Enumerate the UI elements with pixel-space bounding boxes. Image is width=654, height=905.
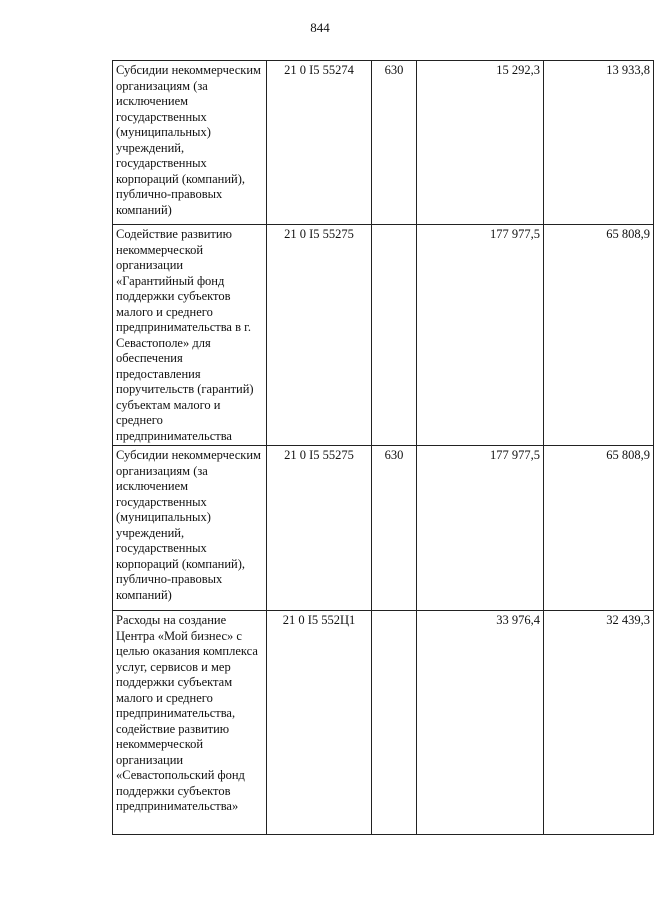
row-name-cell: Субсидии некоммерческим организациям (за исключением государственных (муниципальных) учреждений, государственных корпораций (компаний), публично-правовых компаний) [113, 61, 267, 225]
expense-type-cell [372, 611, 417, 835]
target-code-cell: 21 0 I5 55274 [267, 61, 372, 225]
amount-1-cell: 33 976,4 [417, 611, 544, 835]
target-code-cell: 21 0 I5 55275 [267, 446, 372, 611]
amount-2-cell: 65 808,9 [544, 446, 654, 611]
expense-type-cell: 630 [372, 446, 417, 611]
table-row [113, 611, 654, 835]
target-code-cell: 21 0 I5 552Ц1 [267, 611, 372, 835]
row-name-cell: Расходы на создание Центра «Мой бизнес» с целью оказания комплекса услуг, сервисов и мер поддержки субъектам малого и среднего предпринимательства, содействие развитию некоммерческой организации «Севастопольский фонд поддержки субъектов предпринимательства» [113, 611, 267, 835]
amount-2-cell: 13 933,8 [544, 61, 654, 225]
expense-type-cell [372, 225, 417, 446]
table-row [113, 446, 654, 611]
budget-table [112, 60, 654, 835]
expense-type-cell: 630 [372, 61, 417, 225]
amount-2-cell: 32 439,3 [544, 611, 654, 835]
target-code-cell: 21 0 I5 55275 [267, 225, 372, 446]
row-name-cell: Субсидии некоммерческим организациям (за исключением государственных (муниципальных) учреждений, государственных корпораций (компаний), публично-правовых компаний) [113, 446, 267, 611]
amount-1-cell: 177 977,5 [417, 446, 544, 611]
table-row [113, 225, 654, 446]
page-number: 844 [310, 20, 330, 35]
amount-1-cell: 15 292,3 [417, 61, 544, 225]
table-row [113, 61, 654, 225]
amount-1-cell: 177 977,5 [417, 225, 544, 446]
amount-2-cell: 65 808,9 [544, 225, 654, 446]
row-name-cell: Содействие развитию некоммерческой организации «Гарантийный фонд поддержки субъектов малого и среднего предпринимательства в г. Севастополе» для обеспечения предоставления поручительств (гарантий) субъектам малого и среднего предпринимательства [113, 225, 267, 446]
